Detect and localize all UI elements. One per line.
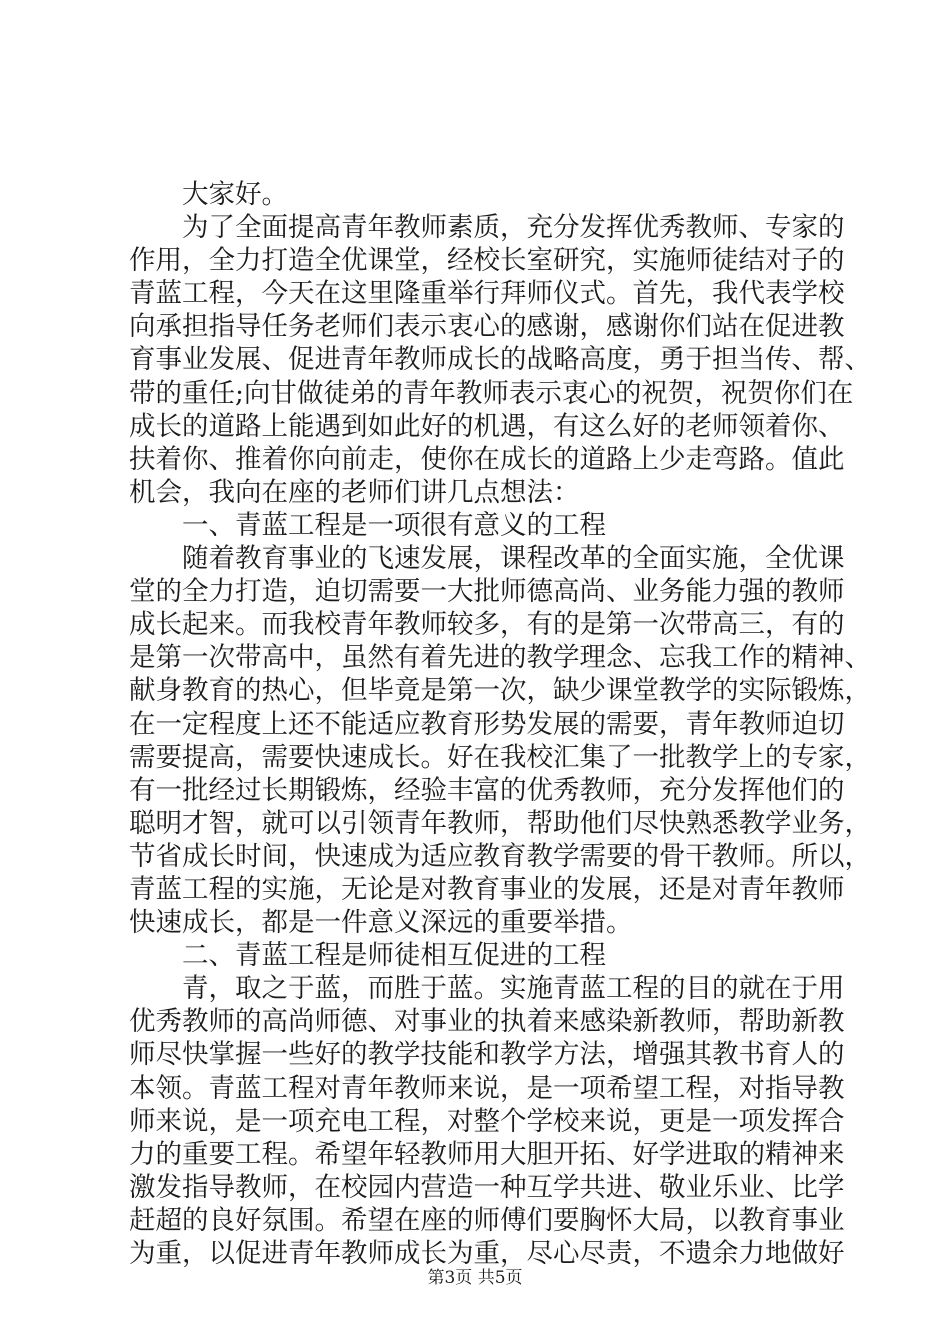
text-line: 快速成长，都是一件意义深远的重要举措。 [129, 907, 633, 939]
text-line: 随着教育事业的飞速发展，课程改革的全面实施，全优课 [182, 543, 845, 575]
text-line: 为重，以促进青年教师成长为重，尽心尽责，不遗余力地做好 [129, 1238, 845, 1269]
text-line: 献身教育的热心，但毕竟是第一次，缺少课堂教学的实际锻炼， [129, 675, 871, 707]
section-heading [129, 509, 829, 542]
text-line: 是第一次带高中，虽然有着先进的教学理念、忘我工作的精神、 [129, 642, 871, 674]
text-line: 大家好。 [182, 179, 288, 210]
text-line: 需要提高，需要快速成长。好在我校汇集了一批教学上的专家， [129, 741, 871, 773]
text-line: 为了全面提高青年教师素质，充分发挥优秀教师、专家的 [182, 212, 845, 244]
text-line: 在一定程度上还不能适应教育形势发展的需要，青年教师迫切 [129, 708, 845, 740]
text-line: 优秀教师的高尚师德、对事业的执着来感染新教师，帮助新教 [129, 1006, 845, 1038]
text-line: 聪明才智，就可以引领青年教师，帮助他们尽快熟悉教学业务， [129, 807, 871, 839]
paragraph [129, 972, 845, 1270]
text-line: 激发指导教师，在校园内营造一种互学共进、敬业乐业、比学 [129, 1171, 845, 1203]
text-line: 带的重任;向甘做徒弟的青年教师表示衷心的祝贺，祝贺你们在 [129, 377, 854, 409]
paragraph [129, 178, 829, 211]
text-line: 向承担指导任务老师们表示衷心的感谢，感谢你们站在促进教 [129, 311, 845, 343]
text-line: 一、青蓝工程是一项很有意义的工程 [182, 509, 606, 541]
text-line: 扶着你、推着你向前走，使你在成长的道路上少走弯路。值此 [129, 443, 845, 475]
text-line: 赶超的良好氛围。希望在座的师傅们要胸怀大局，以教育事业 [129, 1204, 845, 1236]
text-line: 青蓝工程，今天在这里隆重举行拜师仪式。首先，我代表学校 [129, 278, 845, 310]
paragraph [129, 542, 871, 939]
text-line: 机会，我向在座的老师们讲几点想法： [129, 476, 580, 508]
text-line: 力的重要工程。希望年轻教师用大胆开拓、好学进取的精神来 [129, 1138, 845, 1170]
text-line: 育事业发展、促进青年教师成长的战略高度，勇于担当传、帮、 [129, 344, 871, 376]
text-line: 师来说，是一项充电工程，对整个学校来说，更是一项发挥合 [129, 1105, 845, 1137]
text-line: 本领。青蓝工程对青年教师来说，是一项希望工程，对指导教 [129, 1072, 845, 1104]
section-heading [129, 939, 829, 972]
text-line: 节省成长时间，快速成为适应教育教学需要的骨干教师。所以， [129, 840, 871, 872]
text-line: 有一批经过长期锻炼，经验丰富的优秀教师，充分发挥他们的 [129, 774, 845, 806]
text-line: 作用，全力打造全优课堂，经校长室研究，实施师徒结对子的 [129, 245, 845, 277]
paragraph [129, 211, 871, 509]
text-line: 堂的全力打造，迫切需要一大批师德高尚、业务能力强的教师 [129, 576, 845, 608]
text-line: 青，取之于蓝，而胜于蓝。实施青蓝工程的目的就在于用 [182, 973, 845, 1005]
text-line: 成长起来。而我校青年教师较多，有的是第一次带高三，有的 [129, 609, 845, 641]
page-footer: 第3页 共5页 [427, 1268, 523, 1288]
text-line: 二、青蓝工程是师徒相互促进的工程 [182, 940, 606, 972]
text-line: 成长的道路上能遇到如此好的机遇，有这么好的老师领着你、 [129, 410, 845, 442]
text-line: 师尽快掌握一些好的教学技能和教学方法，增强其教书育人的 [129, 1039, 845, 1071]
document-body [129, 178, 871, 1270]
text-line: 青蓝工程的实施，无论是对教育事业的发展，还是对青年教师 [129, 873, 845, 905]
